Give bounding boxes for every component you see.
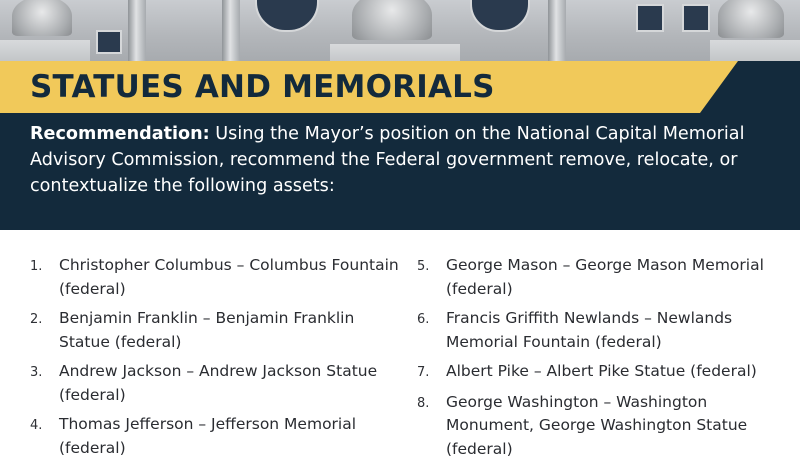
list-item-text: Thomas Jefferson – Jefferson Memorial (federal)	[59, 415, 357, 457]
list-item	[30, 307, 400, 354]
list-number: 8.	[417, 395, 430, 411]
list-item	[417, 307, 797, 354]
list-number: 3.	[30, 365, 43, 380]
recommendation-label: Recommendation:	[30, 124, 210, 144]
photo-arch	[470, 0, 530, 32]
photo-window	[636, 4, 664, 32]
photo-arch	[255, 0, 319, 32]
photo-window	[682, 4, 710, 32]
list-number: 6.	[417, 312, 430, 327]
list-item	[30, 413, 400, 460]
recommendation-paragraph	[30, 121, 770, 199]
recommendation-text: Using the Mayor’s position on the National Capital Memorial Advisory Commission, recommend the Federal government remove, relocate, or contextualize the following assets:	[30, 124, 745, 196]
list-item-text: George Mason – George Mason Memorial (federal)	[446, 256, 764, 298]
list-item	[30, 360, 400, 407]
list-number: 5.	[417, 259, 430, 274]
list-item-text: Albert Pike – Albert Pike Statue (federal)	[446, 362, 757, 380]
list-item	[417, 391, 797, 462]
list-item	[30, 254, 400, 301]
photo-statue-left	[12, 0, 72, 36]
list-item-text: George Washington – Washington Monument, George Washington Statue (federal)	[446, 392, 748, 458]
page-title: STATUES AND MEMORIALS	[30, 69, 495, 105]
list-number: 1.	[30, 259, 43, 274]
photo-statue-right	[718, 0, 784, 38]
list-number: 2.	[30, 312, 43, 327]
asset-list-left	[30, 254, 400, 466]
list-item-text: Benjamin Franklin – Benjamin Franklin Statue (federal)	[59, 309, 355, 351]
photo-window	[96, 30, 122, 54]
photo-statue-center	[352, 0, 432, 40]
list-item	[417, 254, 797, 301]
list-item	[417, 360, 797, 385]
list-number: 7.	[417, 365, 430, 380]
list-item-text: Andrew Jackson – Andrew Jackson Statue (federal)	[59, 362, 378, 404]
list-number: 4.	[30, 418, 43, 433]
list-item-text: Christopher Columbus – Columbus Fountain (federal)	[59, 256, 399, 298]
list-item-text: Francis Griffith Newlands – Newlands Memorial Fountain (federal)	[446, 309, 733, 351]
asset-list-right	[417, 254, 797, 467]
